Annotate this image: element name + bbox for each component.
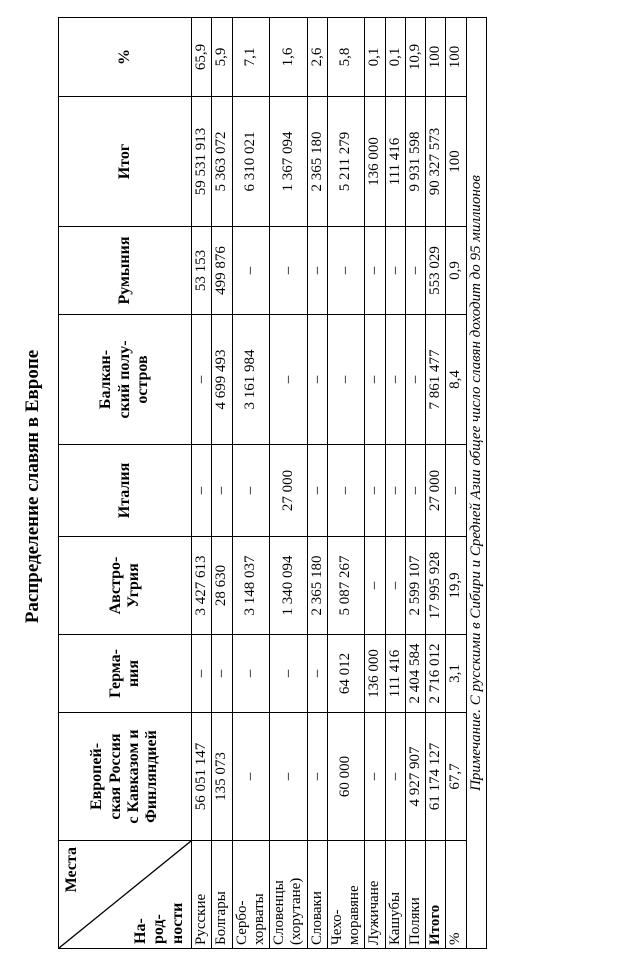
col-header: Герма- ния <box>59 635 192 713</box>
col-header: Румыния <box>59 227 192 315</box>
slavs-distribution-table <box>58 17 487 949</box>
table-cell: – <box>307 635 327 713</box>
table-cell: – <box>365 713 385 841</box>
table-cell: 0,1 <box>365 18 385 97</box>
table-cell: 499 876 <box>212 227 232 315</box>
table-cell: 59 531 913 <box>192 97 212 227</box>
table-cell: 111 416 <box>385 635 405 713</box>
table-cell: 1 340 094 <box>270 537 308 635</box>
row-label: Поляки <box>405 841 425 949</box>
table-cell: 100 <box>446 18 466 97</box>
table-cell: – <box>232 635 270 713</box>
col-header: Европей- ская Россия с Кавказом и Финляндией <box>59 713 192 841</box>
table-cell: – <box>365 445 385 537</box>
table-cell: – <box>270 635 308 713</box>
table-cell: 2 716 012 <box>426 635 446 713</box>
table-cell: 64 012 <box>327 635 365 713</box>
table-cell: 6 310 021 <box>232 97 270 227</box>
table-cell: 111 416 <box>385 97 405 227</box>
table-row <box>405 18 425 949</box>
table-cell: 17 995 928 <box>426 537 446 635</box>
table-row <box>270 18 308 949</box>
table-cell: 553 029 <box>426 227 446 315</box>
row-label: Сербо- хорваты <box>232 841 270 949</box>
table-cell: 2,6 <box>307 18 327 97</box>
table-cell: 56 051 147 <box>192 713 212 841</box>
table-cell: – <box>327 315 365 445</box>
table-cell: 0,9 <box>446 227 466 315</box>
table-row <box>446 18 466 949</box>
table-cell: 2 365 180 <box>307 537 327 635</box>
table-cell: – <box>385 227 405 315</box>
corner-peoples-label: На- род- ности <box>131 902 186 944</box>
table-cell: 5 211 279 <box>327 97 365 227</box>
table-cell: 5 087 267 <box>327 537 365 635</box>
table-cell: 2 599 107 <box>405 537 425 635</box>
table-cell: 90 327 573 <box>426 97 446 227</box>
table-row <box>192 18 212 949</box>
note-row <box>466 18 486 949</box>
table-cell: – <box>307 315 327 445</box>
table-cell: – <box>365 227 385 315</box>
table-cell: – <box>192 635 212 713</box>
table-cell: – <box>270 713 308 841</box>
table-row <box>365 18 385 949</box>
table-cell: 100 <box>426 18 446 97</box>
table-cell: 10,9 <box>405 18 425 97</box>
table-cell: 2 365 180 <box>307 97 327 227</box>
table-cell: – <box>232 713 270 841</box>
table-cell: – <box>192 315 212 445</box>
row-label: Русские <box>192 841 212 949</box>
table-cell: – <box>327 227 365 315</box>
table-cell: 61 174 127 <box>426 713 446 841</box>
table-cell: – <box>307 445 327 537</box>
table-cell: – <box>385 445 405 537</box>
table-cell: – <box>385 713 405 841</box>
table-cell: – <box>232 445 270 537</box>
table-row <box>212 18 232 949</box>
col-header: % <box>59 18 192 97</box>
col-header: Италия <box>59 445 192 537</box>
table-cell: – <box>405 315 425 445</box>
row-label: Лужичане <box>365 841 385 949</box>
row-label: Словаки <box>307 841 327 949</box>
footnote: Примечание. С русскими в Сибири и Средней Азии общее число славян доходит до 95 миллионов <box>466 18 486 949</box>
table-cell: 136 000 <box>365 97 385 227</box>
table-cell: 19,9 <box>446 537 466 635</box>
table-cell: 136 000 <box>365 635 385 713</box>
table-cell: 65,9 <box>192 18 212 97</box>
table-cell: 4 927 907 <box>405 713 425 841</box>
col-header: Австро- Угрия <box>59 537 192 635</box>
table-cell: 100 <box>446 97 466 227</box>
table-cell: 8,4 <box>446 315 466 445</box>
table-cell: 27 000 <box>426 445 446 537</box>
table-cell: 0,1 <box>385 18 405 97</box>
table-cell: 3 161 984 <box>232 315 270 445</box>
table-cell: – <box>212 635 232 713</box>
table-cell: – <box>270 315 308 445</box>
row-label: Кашубы <box>385 841 405 949</box>
col-header: Балкан- ский полу- остров <box>59 315 192 445</box>
table-cell: 1 367 094 <box>270 97 308 227</box>
table-cell: 135 073 <box>212 713 232 841</box>
table-row <box>307 18 327 949</box>
table-cell: 67,7 <box>446 713 466 841</box>
table-cell: 5,9 <box>212 18 232 97</box>
row-label: Чехо- моравяне <box>327 841 365 949</box>
table-cell: – <box>307 713 327 841</box>
table-cell: – <box>446 445 466 537</box>
table-cell: – <box>232 227 270 315</box>
table-cell: 53 153 <box>192 227 212 315</box>
table-cell: 1,6 <box>270 18 308 97</box>
table-cell: 3,1 <box>446 635 466 713</box>
table-cell: – <box>365 537 385 635</box>
table-cell: 27 000 <box>270 445 308 537</box>
table-cell: – <box>385 315 405 445</box>
table-cell: – <box>327 445 365 537</box>
row-label: Болгары <box>212 841 232 949</box>
table-cell: 3 148 037 <box>232 537 270 635</box>
corner-header-cell <box>59 841 192 949</box>
table-cell: 4 699 493 <box>212 315 232 445</box>
table-cell: – <box>365 315 385 445</box>
corner-places-label: Места <box>63 847 80 893</box>
table-cell: – <box>385 537 405 635</box>
table-cell: – <box>307 227 327 315</box>
table-cell: – <box>270 227 308 315</box>
table-cell: 9 931 598 <box>405 97 425 227</box>
table-cell: 7 861 477 <box>426 315 446 445</box>
table-cell: 5,8 <box>327 18 365 97</box>
table-cell: 60 000 <box>327 713 365 841</box>
header-row <box>59 18 192 949</box>
page-title: Распределение славян в Европе <box>22 349 43 624</box>
row-label: Итого <box>426 841 446 949</box>
table-cell: 5 363 072 <box>212 97 232 227</box>
table-cell: – <box>212 445 232 537</box>
table-cell: – <box>405 227 425 315</box>
table-row <box>385 18 405 949</box>
col-header: Итог <box>59 97 192 227</box>
table-cell: – <box>192 445 212 537</box>
table-row <box>426 18 446 949</box>
table-cell: – <box>405 445 425 537</box>
table-cell: 2 404 584 <box>405 635 425 713</box>
table-row <box>232 18 270 949</box>
table-cell: 3 427 613 <box>192 537 212 635</box>
table-cell: 7,1 <box>232 18 270 97</box>
row-label: % <box>446 841 466 949</box>
table-row <box>327 18 365 949</box>
row-label: Словенцы (хорутане) <box>270 841 308 949</box>
table-cell: 28 630 <box>212 537 232 635</box>
